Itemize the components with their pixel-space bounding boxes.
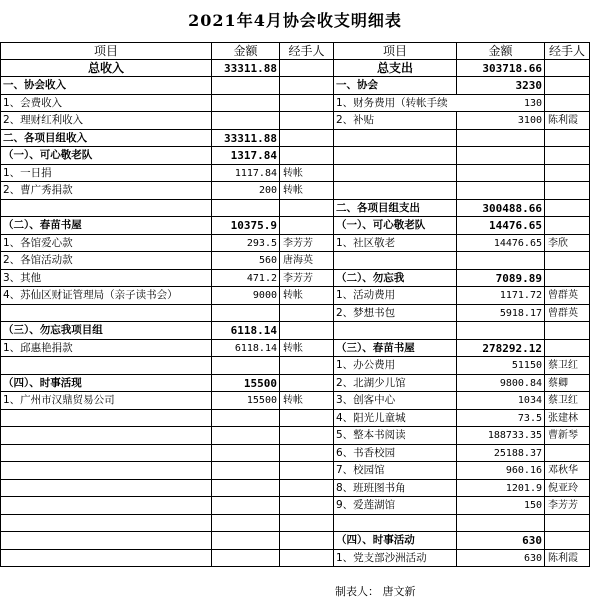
income-item-amount: 293.5 — [212, 235, 280, 253]
table-cell — [0, 550, 212, 568]
table-cell — [334, 130, 457, 148]
table-cell — [0, 462, 212, 480]
expense-group-total: 630 — [457, 532, 545, 550]
expense-item-name: 5、整本书阅读 — [334, 427, 457, 445]
table-cell — [545, 322, 590, 340]
table-cell — [212, 550, 280, 568]
col-header-handler: 经手人 — [545, 42, 590, 60]
table-cell — [334, 252, 457, 270]
expense-item-handler — [545, 445, 590, 463]
income-item-amount: 200 — [212, 182, 280, 200]
expense-item-name: 1、社区敬老 — [334, 235, 457, 253]
table-cell — [0, 200, 212, 218]
table-cell — [280, 77, 334, 95]
expense-group-total: 14476.65 — [457, 217, 545, 235]
table-cell — [545, 340, 590, 358]
income-item-handler: 转帐 — [280, 287, 334, 305]
expense-item-amount: 51150 — [457, 357, 545, 375]
expense-item-name: 2、梦想书包 — [334, 305, 457, 323]
table-cell — [280, 532, 334, 550]
table-cell — [212, 305, 280, 323]
table-cell — [212, 462, 280, 480]
income-section-title: 二、各项目组收入 — [0, 130, 212, 148]
expense-item-handler: 曹新琴 — [545, 427, 590, 445]
income-item-name: 2、理财红利收入 — [0, 112, 212, 130]
expense-item-handler: 曾群英 — [545, 287, 590, 305]
income-item-name: 1、一日捐 — [0, 165, 212, 183]
table-cell — [545, 165, 590, 183]
expense-item-amount: 1034 — [457, 392, 545, 410]
col-header-amount: 金额 — [212, 42, 280, 60]
table-cell — [212, 410, 280, 428]
income-section-title: 一、协会收入 — [0, 77, 212, 95]
expense-item-handler: 张建林 — [545, 410, 590, 428]
income-item-name: 1、邱惠艳捐款 — [0, 340, 212, 358]
preparer — [335, 583, 416, 599]
expense-group-title: （三）、春苗书屋 — [334, 340, 457, 358]
table-cell — [545, 270, 590, 288]
income-group-title: （二）、春苗书屋 — [0, 217, 212, 235]
expense-item-handler: 邓秋华 — [545, 462, 590, 480]
income-item-handler: 唐海英 — [280, 252, 334, 270]
table-cell — [0, 515, 212, 533]
expense-item-amount: 25188.37 — [457, 445, 545, 463]
table-cell — [545, 60, 590, 78]
income-group-title: （四）、时事活现 — [0, 375, 212, 393]
table-cell — [457, 147, 545, 165]
table-cell — [280, 322, 334, 340]
table-cell — [212, 95, 280, 113]
table-cell — [280, 95, 334, 113]
table-cell — [545, 217, 590, 235]
table-cell — [212, 480, 280, 498]
expense-item-name: 1、活动费用 — [334, 287, 457, 305]
table-cell — [545, 147, 590, 165]
expense-total-label: 总支出 — [334, 60, 457, 78]
income-section-total: 33311.88 — [212, 130, 280, 148]
table-cell — [457, 130, 545, 148]
table-cell — [280, 147, 334, 165]
expense-item-handler: 陈利霞 — [545, 112, 590, 130]
table-cell — [280, 550, 334, 568]
table-cell — [280, 60, 334, 78]
table-cell — [280, 200, 334, 218]
expense-group-total: 278292.12 — [457, 340, 545, 358]
table-cell — [0, 445, 212, 463]
col-header-item: 项目 — [0, 42, 212, 60]
table-cell — [212, 77, 280, 95]
expense-section-title: 一、协会 — [334, 77, 457, 95]
income-item-name: 2、曹广秀捐款 — [0, 182, 212, 200]
table-cell — [212, 357, 280, 375]
income-total-label: 总收入 — [0, 60, 212, 78]
income-item-amount: 471.2 — [212, 270, 280, 288]
table-cell — [212, 515, 280, 533]
income-item-name: 1、各馆爱心款 — [0, 235, 212, 253]
col-header-handler: 经手人 — [280, 42, 334, 60]
table-cell — [457, 165, 545, 183]
income-item-handler: 李芳芳 — [280, 270, 334, 288]
table-cell — [212, 532, 280, 550]
expense-item-amount: 73.5 — [457, 410, 545, 428]
expense-item-amount: 630 — [457, 550, 545, 568]
table-cell — [545, 182, 590, 200]
expense-item-handler: 陈利霞 — [545, 550, 590, 568]
income-item-name: 4、苏仙区财证管理局（亲子读书会） — [0, 287, 212, 305]
income-item-amount: 560 — [212, 252, 280, 270]
income-group-total: 10375.9 — [212, 217, 280, 235]
income-total: 33311.88 — [212, 60, 280, 78]
income-item-amount: 6118.14 — [212, 340, 280, 358]
col-header-amount: 金额 — [457, 42, 545, 60]
expense-item-handler: 倪亚玲 — [545, 480, 590, 498]
table-cell — [457, 515, 545, 533]
col-header-item: 项目 — [334, 42, 457, 60]
table-cell — [0, 497, 212, 515]
expense-item-handler: 蔡卫红 — [545, 392, 590, 410]
income-group-total: 1317.84 — [212, 147, 280, 165]
income-group-total: 6118.14 — [212, 322, 280, 340]
table-cell — [212, 200, 280, 218]
income-group-title: （一）、可心敬老队 — [0, 147, 212, 165]
table-cell — [280, 445, 334, 463]
income-group-title: （三）、勿忘我项目组 — [0, 322, 212, 340]
expense-item-name: 2、北湖少儿馆 — [334, 375, 457, 393]
expense-item-name: 7、校园馆 — [334, 462, 457, 480]
table-cell — [545, 532, 590, 550]
table-cell — [457, 252, 545, 270]
table-cell — [457, 322, 545, 340]
table-cell — [212, 427, 280, 445]
income-item-amount: 1117.84 — [212, 165, 280, 183]
income-item-handler: 李芳芳 — [280, 235, 334, 253]
expense-item-amount: 1171.72 — [457, 287, 545, 305]
table-cell — [280, 480, 334, 498]
expense-item-name: 3、创客中心 — [334, 392, 457, 410]
table-cell — [0, 410, 212, 428]
expense-item-name: 1、财务费用（转帐手续 — [334, 95, 457, 113]
income-item-name: 1、广州市汉鼎贸易公司 — [0, 392, 212, 410]
income-item-name: 1、会费收入 — [0, 95, 212, 113]
table-cell — [0, 427, 212, 445]
page-title: 2021年4月协会收支明细表 — [188, 11, 402, 30]
preparer-name: 唐文新 — [382, 585, 416, 598]
table-cell — [545, 200, 590, 218]
table-cell — [545, 130, 590, 148]
expense-item-handler: 蔡卿 — [545, 375, 590, 393]
income-group-total: 15500 — [212, 375, 280, 393]
table-cell — [334, 165, 457, 183]
expense-group-total: 7089.89 — [457, 270, 545, 288]
expense-item-amount: 14476.65 — [457, 235, 545, 253]
table-cell — [280, 357, 334, 375]
table-cell — [280, 375, 334, 393]
table-cell — [0, 305, 212, 323]
income-item-amount: 15500 — [212, 392, 280, 410]
expense-item-name: 9、爱莲湖馆 — [334, 497, 457, 515]
expense-item-amount: 1201.9 — [457, 480, 545, 498]
expense-group-title: （二）、勿忘我 — [334, 270, 457, 288]
income-item-handler: 转帐 — [280, 182, 334, 200]
table-cell — [212, 445, 280, 463]
table-cell — [280, 217, 334, 235]
expense-total: 303718.66 — [457, 60, 545, 78]
table-cell — [280, 497, 334, 515]
expense-item-handler — [545, 95, 590, 113]
expense-item-name: 1、办公费用 — [334, 357, 457, 375]
table-cell — [334, 147, 457, 165]
expense-item-handler: 曾群英 — [545, 305, 590, 323]
expense-item-handler: 李芳芳 — [545, 497, 590, 515]
table-cell — [280, 427, 334, 445]
expense-section-total: 300488.66 — [457, 200, 545, 218]
table-cell — [545, 252, 590, 270]
expense-group-title: （一）、可心敬老队 — [334, 217, 457, 235]
income-item-handler: 转帐 — [280, 392, 334, 410]
income-item-amount: 9000 — [212, 287, 280, 305]
preparer-label: 制表人： — [335, 585, 379, 598]
table-cell — [545, 77, 590, 95]
table-cell — [212, 112, 280, 130]
table-cell — [280, 515, 334, 533]
expense-item-amount: 9800.84 — [457, 375, 545, 393]
income-item-name: 3、其他 — [0, 270, 212, 288]
expense-item-handler: 李欣 — [545, 235, 590, 253]
table-cell — [212, 497, 280, 515]
table-cell — [334, 515, 457, 533]
expense-item-amount: 5918.17 — [457, 305, 545, 323]
table-cell — [280, 130, 334, 148]
expense-item-amount: 130 — [457, 95, 545, 113]
table-cell — [334, 322, 457, 340]
expense-group-title: （四）、时事活动 — [334, 532, 457, 550]
expense-section-title: 二、各项目组支出 — [334, 200, 457, 218]
income-item-name: 2、各馆活动款 — [0, 252, 212, 270]
table-cell — [280, 112, 334, 130]
expense-item-name: 6、书香校园 — [334, 445, 457, 463]
expense-item-name: 8、班班图书角 — [334, 480, 457, 498]
expense-item-amount: 150 — [457, 497, 545, 515]
expense-item-name: 4、阳光儿童城 — [334, 410, 457, 428]
table-cell — [0, 532, 212, 550]
table-cell — [334, 182, 457, 200]
income-item-handler: 转帐 — [280, 340, 334, 358]
table-cell — [457, 182, 545, 200]
table-cell — [280, 462, 334, 480]
expense-item-amount: 3100 — [457, 112, 545, 130]
ledger-table — [0, 42, 590, 567]
expense-item-name: 2、补贴 — [334, 112, 457, 130]
expense-item-amount: 960.16 — [457, 462, 545, 480]
expense-item-handler: 蔡卫红 — [545, 357, 590, 375]
expense-item-name: 1、党支部沙洲活动 — [334, 550, 457, 568]
table-cell — [280, 305, 334, 323]
table-cell — [545, 515, 590, 533]
income-item-handler: 转帐 — [280, 165, 334, 183]
expense-item-amount: 188733.35 — [457, 427, 545, 445]
expense-section-total: 3230 — [457, 77, 545, 95]
table-cell — [0, 480, 212, 498]
table-cell — [280, 410, 334, 428]
table-cell — [0, 357, 212, 375]
